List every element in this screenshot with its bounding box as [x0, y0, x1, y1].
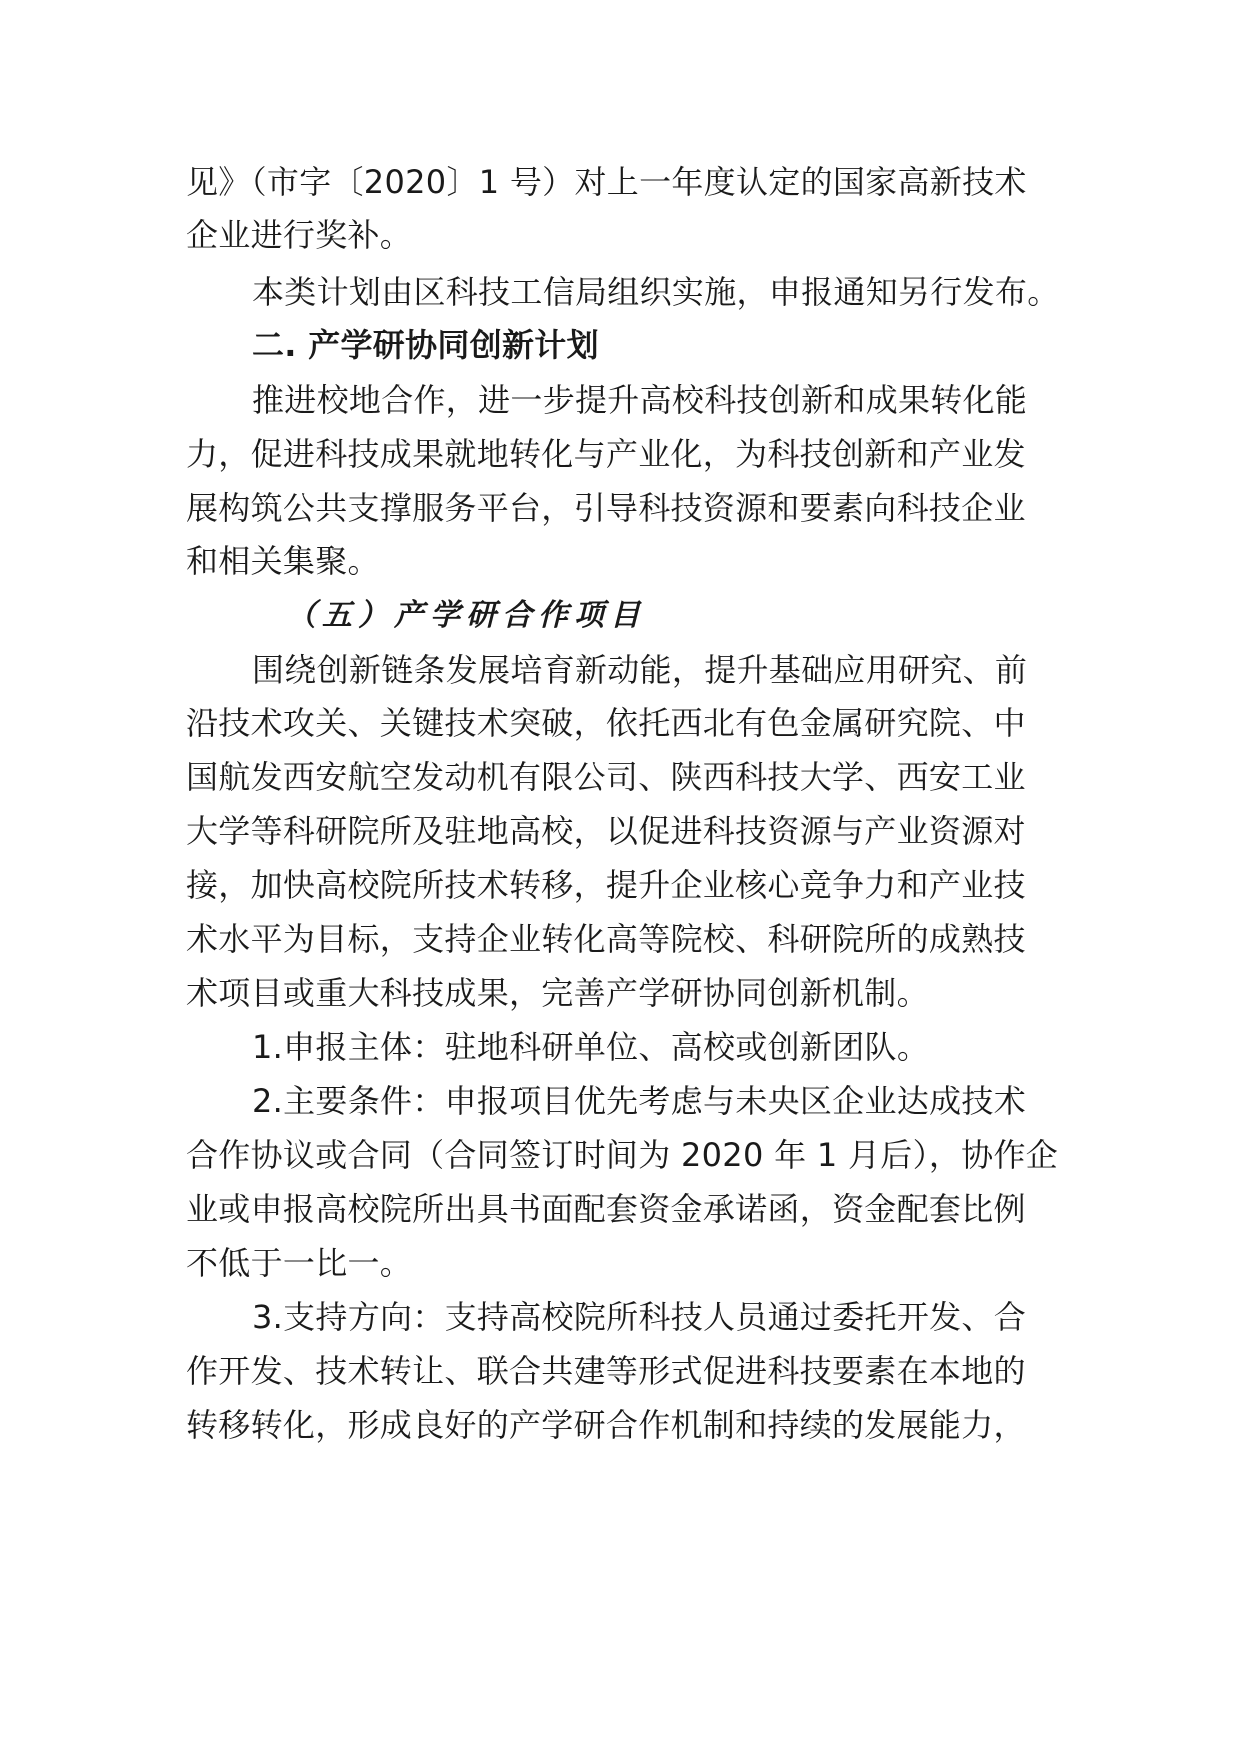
text-line-1: 见》（市字〔2020〕1 号）对上一年度认定的国家高新技术: [186, 163, 1027, 201]
text-line-21: 不低于一比一。: [186, 1244, 413, 1282]
text-line-10: 围绕创新链条发展培育新动能，提升基础应用研究、前: [252, 651, 1028, 689]
text-line-24: 转移转化，形成良好的产学研合作机制和持续的发展能力，: [186, 1406, 1026, 1444]
subsection-heading-5: （五）产学研合作项目: [286, 598, 646, 633]
item-conditions: 2.主要条件：申报项目优先考虑与未央区企业达成技术: [252, 1082, 1027, 1120]
text-line-2: 企业进行奖补。: [186, 216, 413, 254]
paragraph-implementation-note: 本类计划由区科技工信局组织实施，申报通知另行发布。: [252, 273, 1060, 311]
section-heading-2: 二. 产学研协同创新计划: [252, 326, 599, 364]
text-line-12: 国航发西安航空发动机有限公司、陕西科技大学、西安工业: [186, 758, 1026, 796]
text-line-23: 作开发、技术转让、联合共建等形式促进科技要素在本地的: [186, 1352, 1026, 1390]
item-support-direction: 3.支持方向：支持高校院所科技人员通过委托开发、合: [252, 1298, 1027, 1336]
text-line-19: 合作协议或合同（合同签订时间为 2020 年 1 月后），协作企: [186, 1136, 1059, 1174]
item-applicant: 1.申报主体：驻地科研单位、高校或创新团队。: [252, 1028, 930, 1066]
text-line-5: 推进校地合作，进一步提升高校科技创新和成果转化能: [252, 381, 1028, 419]
text-line-8: 和相关集聚。: [186, 542, 380, 580]
text-line-6: 力，促进科技成果就地转化与产业化，为科技创新和产业发: [186, 435, 1026, 473]
text-line-7: 展构筑公共支撑服务平台，引导科技资源和要素向科技企业: [186, 489, 1026, 527]
text-line-14: 接，加快高校院所技术转移，提升企业核心竞争力和产业技: [186, 866, 1026, 904]
text-line-15: 术水平为目标，支持企业转化高等院校、科研院所的成熟技: [186, 920, 1026, 958]
text-line-11: 沿技术攻关、关键技术突破，依托西北有色金属研究院、中: [186, 704, 1026, 742]
text-line-16: 术项目或重大科技成果，完善产学研协同创新机制。: [186, 974, 929, 1012]
text-line-13: 大学等科研院所及驻地高校，以促进科技资源与产业资源对: [186, 812, 1026, 850]
text-line-20: 业或申报高校院所出具书面配套资金承诺函，资金配套比例: [186, 1190, 1026, 1228]
